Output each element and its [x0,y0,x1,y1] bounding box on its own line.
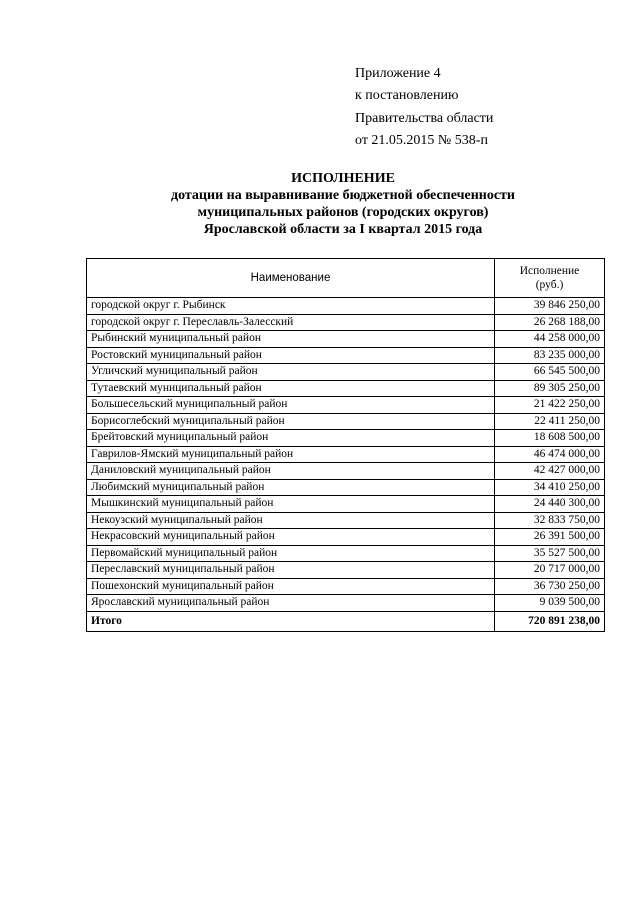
row-value: 89 305 250,00 [495,380,605,397]
row-value: 32 833 750,00 [495,512,605,529]
row-name: Первомайский муниципальный район [87,545,495,562]
table-row [87,578,605,595]
total-value: 720 891 238,00 [495,611,605,631]
document-title [0,170,640,238]
header-value [495,259,605,298]
table-row [87,463,605,480]
row-name: Даниловский муниципальный район [87,463,495,480]
appendix-line: Правительства области [355,110,494,126]
table-row [87,446,605,463]
row-value: 34 410 250,00 [495,479,605,496]
row-name: Некоузский муниципальный район [87,512,495,529]
appendix-line: Приложение 4 [355,66,441,81]
title-line: ИСПОЛНЕНИЕ [291,171,395,186]
table-row [87,562,605,579]
row-value: 26 391 500,00 [495,529,605,546]
row-value: 21 422 250,00 [495,397,605,414]
table-row [87,314,605,331]
header-name: Наименование [87,259,495,298]
row-name: Рыбинский муниципальный район [87,331,495,348]
row-value: 46 474 000,00 [495,446,605,463]
row-name: Ростовский муниципальный район [87,347,495,364]
table-row [87,479,605,496]
row-value: 35 527 500,00 [495,545,605,562]
row-name: Любимский муниципальный район [87,479,495,496]
table-row [87,364,605,381]
row-value: 9 039 500,00 [495,595,605,612]
row-name: Гаврилов-Ямский муниципальный район [87,446,495,463]
appendix-line: к постановлению [355,88,459,104]
row-value: 44 258 000,00 [495,331,605,348]
row-value: 24 440 300,00 [495,496,605,513]
row-value: 83 235 000,00 [495,347,605,364]
table-row [87,430,605,447]
total-label: Итого [87,611,495,631]
row-value: 36 730 250,00 [495,578,605,595]
header-value-line2: (руб.) [535,279,564,291]
execution-table [86,258,605,632]
table-row [87,496,605,513]
table-row [87,331,605,348]
row-value: 39 846 250,00 [495,298,605,315]
appendix-line: от 21.05.2015 № 538-п [355,132,488,148]
row-value: 18 608 500,00 [495,430,605,447]
row-value: 22 411 250,00 [495,413,605,430]
total-row [87,611,605,631]
row-name: Тутаевский муниципальный район [87,380,495,397]
row-name: Переславский муниципальный район [87,562,495,579]
row-value: 20 717 000,00 [495,562,605,579]
table-row [87,347,605,364]
table-row [87,298,605,315]
row-name: Ярославский муниципальный район [87,595,495,612]
row-name: городской округ г. Рыбинск [87,298,495,315]
row-name: Большесельский муниципальный район [87,397,495,414]
row-name: Борисоглебский муниципальный район [87,413,495,430]
header-value-line1: Исполнение [519,265,580,277]
title-line: Ярославской области за I квартал 2015 года [203,222,483,237]
row-name: городской округ г. Переславль-Залесский [87,314,495,331]
row-value: 42 427 000,00 [495,463,605,480]
table-row [87,413,605,430]
appendix-header [355,63,493,152]
table-row [87,380,605,397]
table-row [87,545,605,562]
table-header-row [87,259,605,298]
title-line: муниципальных районов (городских округов) [197,205,489,220]
title-line: дотации на выравнивание бюджетной обеспеченности [170,188,515,203]
row-value: 66 545 500,00 [495,364,605,381]
row-name: Брейтовский муниципальный район [87,430,495,447]
row-name: Пошехонский муниципальный район [87,578,495,595]
row-name: Мышкинский муниципальный район [87,496,495,513]
row-name: Некрасовский муниципальный район [87,529,495,546]
table-row [87,529,605,546]
table-row [87,512,605,529]
table-row [87,397,605,414]
table-row [87,595,605,612]
row-value: 26 268 188,00 [495,314,605,331]
row-name: Угличский муниципальный район [87,364,495,381]
